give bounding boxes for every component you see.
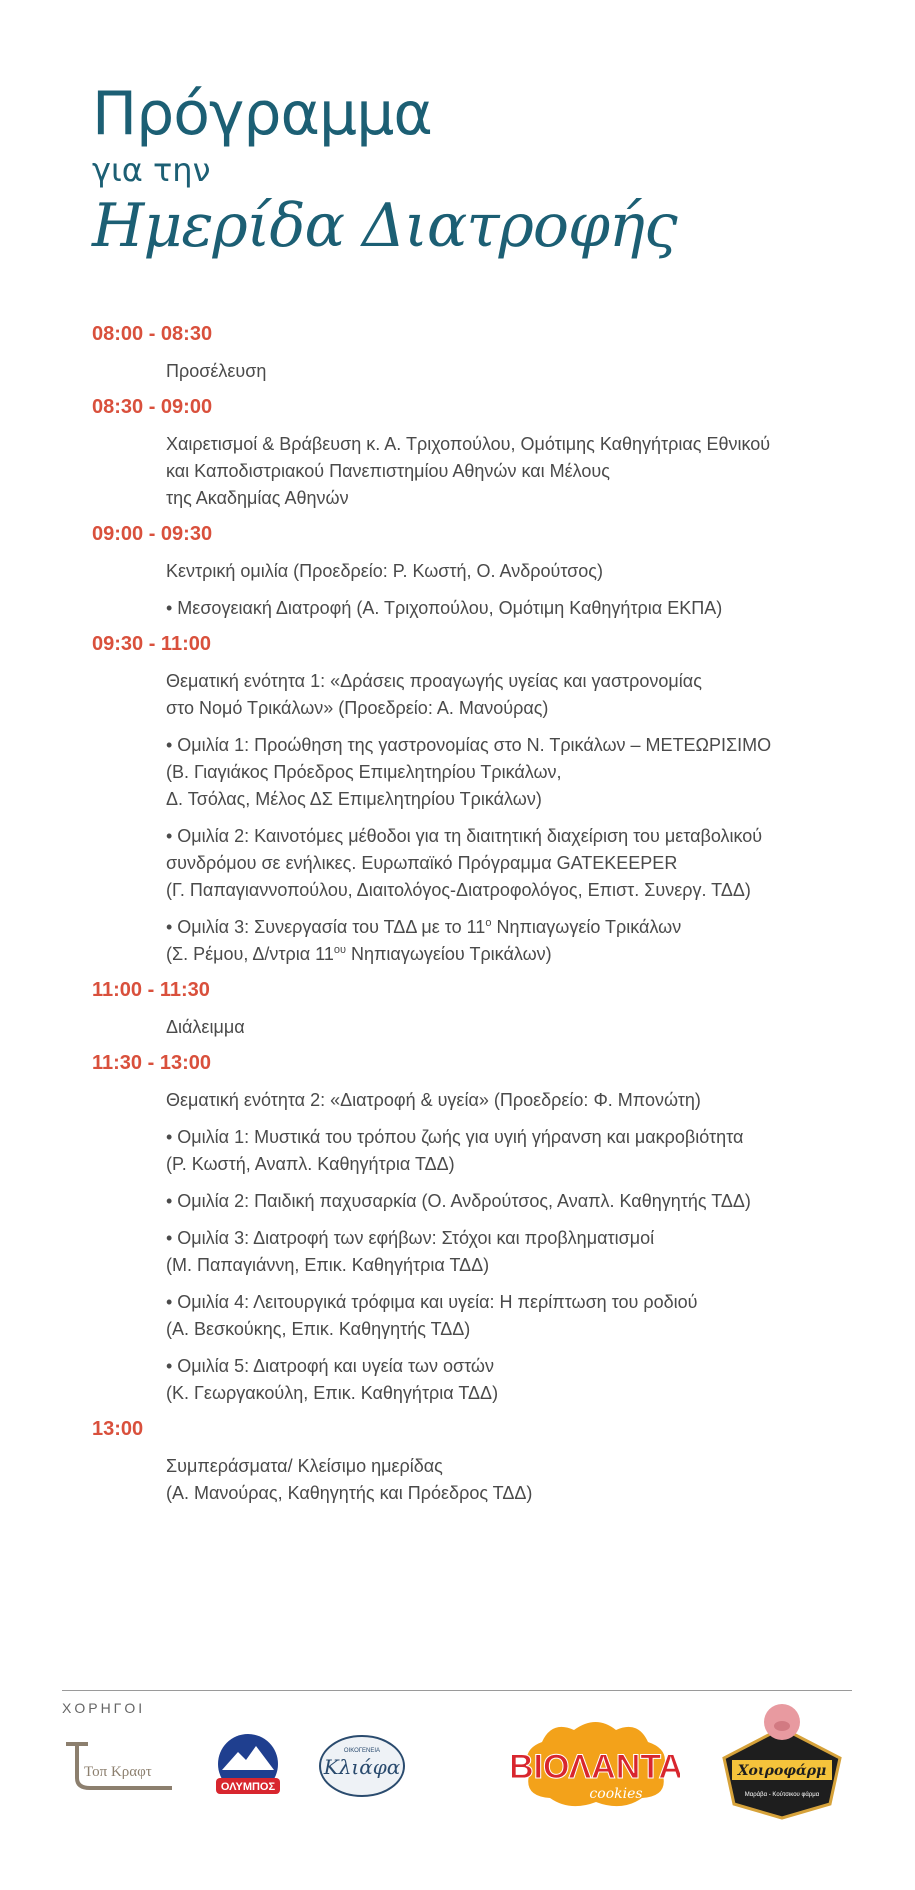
slot-time: 11:30 - 13:00 <box>92 1052 211 1074</box>
entry-line: • Ομιλία 3: Συνεργασία του ΤΔΔ με το $11^o$ Νηπιαγωγείο Τρικάλων <box>166 917 682 937</box>
schedule-entry <box>166 732 832 813</box>
sponsor-logo-top-kraft-text: Τοπ Κραφτ <box>84 1764 152 1780</box>
sponsor-logo-choirofarm-text: Χοιροφάρμ <box>737 1763 827 1779</box>
sponsor-logo-choirofarm <box>718 1700 846 1820</box>
entry-line: • Ομιλία 2: Παιδική παχυσαρκία (Ο. Ανδρούτσος, Αναπλ. Καθηγητής ΤΔΔ) <box>166 1191 751 1211</box>
schedule-entry <box>166 823 832 904</box>
entry-line: • Μεσογειακή Διατροφή (Α. Τριχοπούλου, Ομότιμη Καθηγήτρια ΕΚΠΑ) <box>166 598 723 618</box>
slot-body <box>166 358 832 385</box>
entry-line: • Ομιλία 5: Διατροφή και υγεία των οστών <box>166 1356 494 1376</box>
entry-line: (Β. Γιαγιάκος Πρόεδρος Επιμελητηρίου Τρικάλων, <box>166 762 562 782</box>
schedule-slot <box>92 522 832 622</box>
slot-body <box>166 1453 832 1507</box>
entry-line: (Σ. Ρέμου, Δ/ντρια $11^{o\upsilon}$ Νηπιαγωγείου Τρικάλων) <box>166 944 552 964</box>
entry-line: Συμπεράσματα/ Κλείσιμο ημερίδας <box>166 1456 443 1476</box>
entry-line: Προσέλευση <box>166 361 267 381</box>
sponsor-logo-olympos-text: ΟΛΥΜΠΟΣ <box>220 1781 276 1793</box>
schedule-entry <box>166 668 832 722</box>
sponsor-logo-kliafa-small: ΟΙΚΟΓΕΝΕΙΑ <box>343 1748 381 1754</box>
entry-line: • Ομιλία 3: Διατροφή των εφήβων: Στόχοι και προβληματισμοί <box>166 1228 655 1248</box>
entry-line: Χαιρετισμοί & Βράβευση κ. Α. Τριχοπούλου, Ομότιμης Καθηγήτριας Εθνικού <box>166 434 771 454</box>
slot-time: 08:30 - 09:00 <box>92 396 213 418</box>
entry-line: της Ακαδημίας Αθηνών <box>166 488 349 508</box>
title-line-event: Ημερίδα Διατροφής <box>92 191 677 261</box>
entry-line: Θεματική ενότητα 2: «Διατροφή & υγεία» (Προεδρείο: Φ. Μπονώτη) <box>166 1090 701 1110</box>
entry-line: στο Νομό Τρικάλων» (Προεδρείο: Α. Μανούρας) <box>166 698 549 718</box>
schedule-entry <box>166 914 832 968</box>
title-block <box>92 79 677 261</box>
entry-line: (Α. Βεσκούκης, Επικ. Καθηγητής ΤΔΔ) <box>166 1319 471 1339</box>
schedule-slot <box>92 632 832 968</box>
entry-line: Κεντρική ομιλία (Προεδρείο: Ρ. Κωστή, Ο. Ανδρούτσος) <box>166 561 603 581</box>
schedule-entry <box>166 431 832 512</box>
entry-line: Δ. Τσόλας, Μέλος ΔΣ Επιμελητηρίου Τρικάλων) <box>166 789 542 809</box>
sponsor-logo-biolanta-small: cookies <box>589 1786 643 1802</box>
slot-body <box>166 431 832 512</box>
schedule-slot <box>92 322 832 385</box>
schedule-entry <box>166 1188 832 1215</box>
schedule-entry <box>166 1289 832 1343</box>
sponsor-logo-biolanta-text: ΒΙΟΛΑΝΤΑ <box>512 1748 680 1786</box>
slot-time: 08:00 - 08:30 <box>92 323 213 345</box>
slot-body <box>166 558 832 622</box>
entry-line: και Καποδιστριακού Πανεπιστημίου Αθηνών και Μέλους <box>166 461 610 481</box>
sponsor-logo-choirofarm-small: Μαράβα - Κούτσικου φάρμα <box>744 1792 820 1798</box>
schedule-entry <box>166 1014 832 1041</box>
entry-line: Θεματική ενότητα 1: «Δράσεις προαγωγής υγείας και γαστρονομίας <box>166 671 702 691</box>
title-line-for: για την <box>92 151 211 189</box>
entry-line: (Α. Μανούρας, Καθηγητής και Πρόεδρος ΤΔΔ) <box>166 1483 533 1503</box>
slot-time: 13:00 <box>92 1418 144 1440</box>
schedule-entry <box>166 595 832 622</box>
schedule-slot <box>92 1051 832 1407</box>
schedule-entry <box>166 1453 832 1507</box>
schedule-entry <box>166 358 832 385</box>
slot-time: 09:00 - 09:30 <box>92 523 213 545</box>
sponsor-logo-biolanta <box>512 1712 680 1812</box>
slot-time: 09:30 - 11:00 <box>92 633 211 655</box>
schedule-entry <box>166 1353 832 1407</box>
entry-line: • Ομιλία 2: Καινοτόμες μέθοδοι για τη διαιτητική διαχείριση του μεταβολικού <box>166 826 763 846</box>
sponsors-label: ΧΟΡΗΓΟΙ <box>62 1700 146 1716</box>
slot-time: 11:00 - 11:30 <box>92 979 210 1001</box>
entry-line: (Μ. Παπαγιάννη, Επικ. Καθηγήτρια ΤΔΔ) <box>166 1255 490 1275</box>
entry-line: (Ρ. Κωστή, Αναπλ. Καθηγήτρια ΤΔΔ) <box>166 1154 455 1174</box>
entry-line: • Ομιλία 1: Μυστικά του τρόπου ζωής για υγιή γήρανση και μακροβιότητα <box>166 1127 744 1147</box>
sponsor-logo-olympos <box>212 1730 284 1802</box>
entry-line: • Ομιλία 4: Λειτουργικά τρόφιμα και υγεία: Η περίπτωση του ροδιού <box>166 1292 698 1312</box>
program-schedule <box>92 322 832 1517</box>
schedule-entry <box>166 1087 832 1114</box>
title-line-program: Πρόγραμμα <box>92 79 432 149</box>
sponsors-divider <box>62 1690 852 1691</box>
slot-body <box>166 1087 832 1407</box>
schedule-entry <box>166 1124 832 1178</box>
schedule-slot <box>92 1417 832 1507</box>
entry-line: Διάλειμμα <box>166 1017 245 1037</box>
schedule-entry <box>166 558 832 585</box>
schedule-slot <box>92 395 832 512</box>
slot-body <box>166 1014 832 1041</box>
sponsor-logo-kliafa <box>318 1732 406 1800</box>
slot-body <box>166 668 832 968</box>
entry-line: (Γ. Παπαγιαννοπούλου, Διαιτολόγος-Διατροφολόγος, Επιστ. Συνεργ. ΤΔΔ) <box>166 880 751 900</box>
sponsor-logo-kliafa-text: Κλιάφα <box>323 1755 401 1779</box>
schedule-slot <box>92 978 832 1041</box>
schedule-entry <box>166 1225 832 1279</box>
entry-line: • Ομιλία 1: Προώθηση της γαστρονομίας στο Ν. Τρικάλων – ΜΕΤΕΩΡΙΣΙΜΟ <box>166 735 772 755</box>
entry-line: (Κ. Γεωργακούλη, Επικ. Καθηγήτρια ΤΔΔ) <box>166 1383 499 1403</box>
sponsor-logo-top-kraft <box>62 1738 182 1798</box>
entry-line: συνδρόμου σε ενήλικες. Ευρωπαϊκό Πρόγραμμα GATEKEEPER <box>166 853 678 873</box>
